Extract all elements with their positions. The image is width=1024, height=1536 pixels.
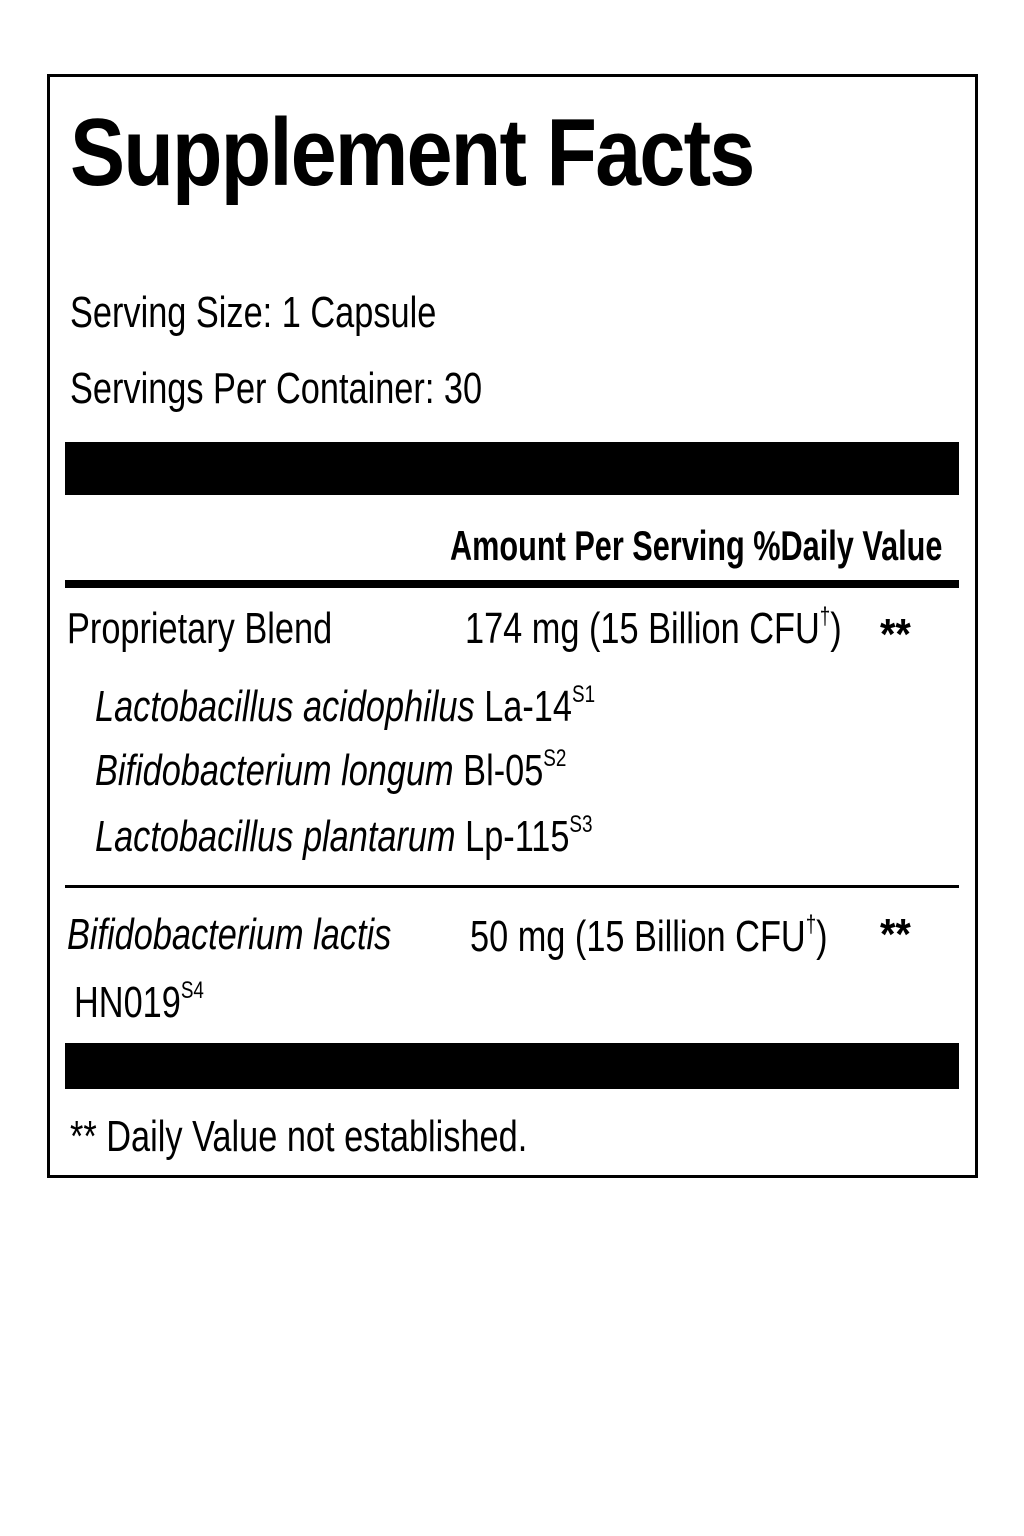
b-lactis-amount: 50 mg (15 Billion CFU†) [470,910,828,961]
ingredient-ref: S3 [569,810,593,838]
ingredient-species: Bifidobacterium longum [95,746,454,795]
ingredient-line [95,810,593,861]
ingredient-line [95,680,596,731]
servings-per-container: Servings Per Container: 30 [70,364,483,413]
serving-size: Serving Size: 1 Capsule [70,288,437,337]
thin-divider [65,885,959,888]
proprietary-blend-amount: 174 mg (15 Billion CFU†) [465,602,842,653]
b-lactis-strain-line [74,976,204,1027]
column-header-row [450,522,943,569]
supplement-facts-panel [47,74,978,1178]
daily-value-header: %Daily Value [753,522,943,569]
footnote: ** Daily Value not established. [70,1112,528,1161]
ingredient-line [95,744,567,795]
ingredient-species: Lactobacillus acidophilus [95,682,475,731]
ingredient-ref: S1 [571,680,596,708]
amount-per-serving-header: Amount Per Serving [450,522,745,569]
b-lactis-strain: HN019 [74,978,181,1027]
ingredient-strain: La-14 [484,682,572,731]
dagger-mark: † [805,910,817,938]
ingredient-species: Lactobacillus plantarum [95,812,456,861]
thick-divider-top [65,442,959,495]
ingredient-ref: S2 [543,744,567,772]
thick-divider-bottom [65,1043,959,1089]
dagger-mark: † [819,602,831,630]
b-lactis-ref: S4 [180,976,204,1004]
b-lactis-daily-value: ** [880,910,911,959]
proprietary-blend-daily-value: ** [880,610,911,659]
panel-title: Supplement Facts [70,99,754,206]
ingredient-strain: Lp-115 [465,812,570,861]
proprietary-blend-name: Proprietary Blend [67,604,333,653]
medium-divider [65,580,959,588]
b-lactis-name: Bifidobacterium lactis [67,910,392,959]
ingredient-strain: Bl-05 [463,746,544,795]
